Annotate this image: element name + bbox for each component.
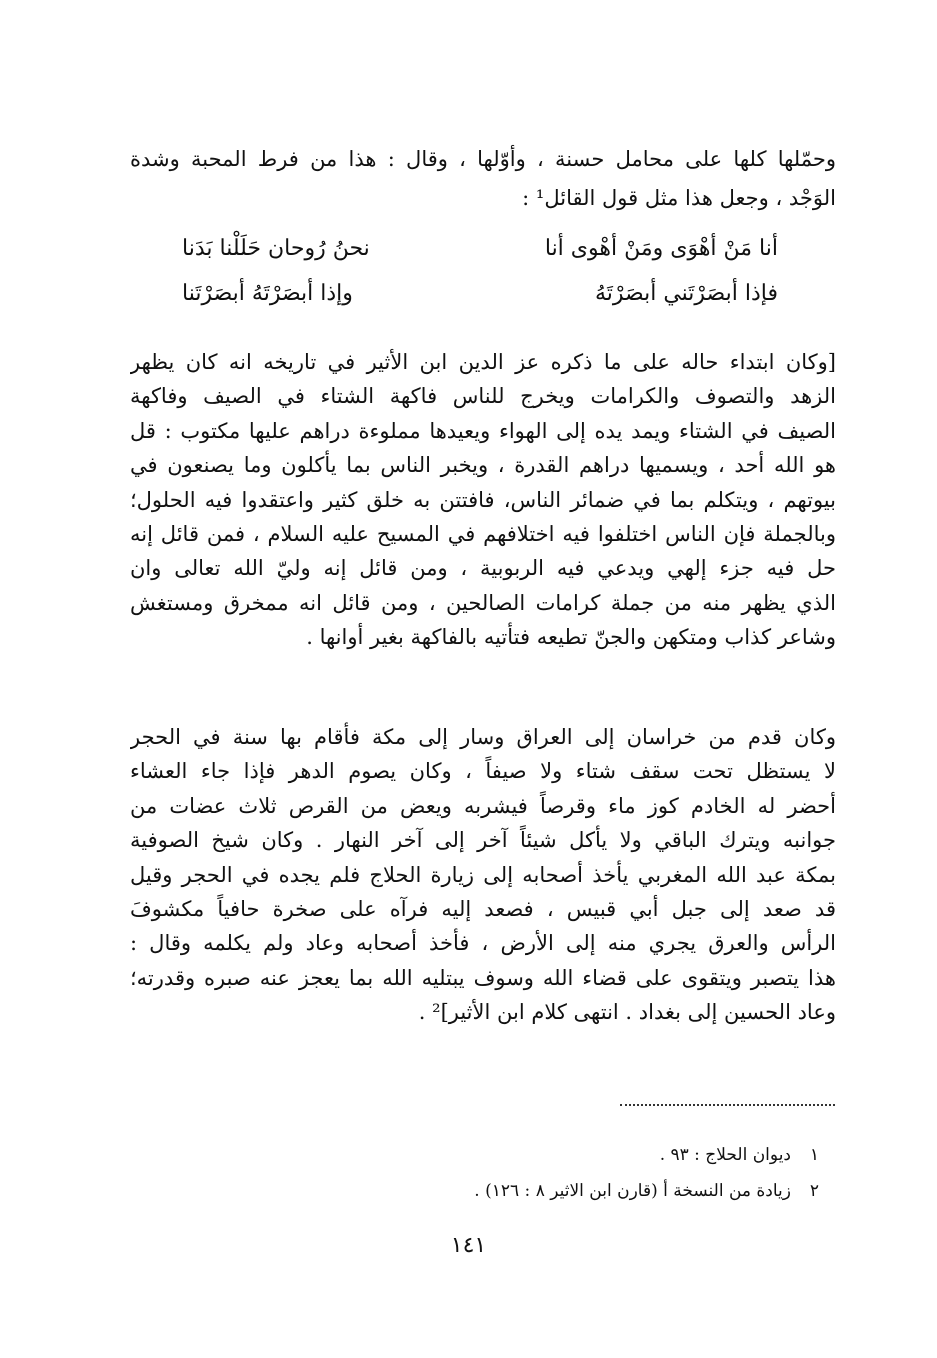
text-line: الزهد والتصوف والكرامات ويخرج للناس فاكهة الشتاء في الصيف وفاكهة xyxy=(130,384,836,409)
body-paragraph xyxy=(130,720,836,1030)
footnote-text: زيادة من النسخة أ (قارن ابن الاثير ٨ : ١٢٦) . xyxy=(474,1181,791,1201)
text-line: هذا يتصبر ويتقوى على قضاء الله وسوف يبتليه الله بما يعجز عنه صبره وقدرته؛ xyxy=(130,965,836,990)
footnote-number: ٢ xyxy=(809,1181,819,1201)
footnotes xyxy=(399,1137,819,1209)
text-line: جوانبه ويترك الباقي ولا يأكل شيئاً آخر إلى آخر النهار . وكان شيخ الصوفية xyxy=(130,828,836,853)
text-line: لا يستظل تحت سقف شتاء ولا صيفاً ، وكان يصوم الدهر فإذا جاء العشاء xyxy=(130,759,836,784)
intro-paragraph xyxy=(130,140,836,218)
verse-second-hemistich: نحنُ رُوحان حَلَلْنا بَدَنا xyxy=(182,236,370,261)
text-line: الرأس والعرق يجري منه إلى الأرض ، فأخذ أصحابه وعاد ولم يكلمه وقال : xyxy=(130,931,836,956)
text-line: بيوتهم ، ويتكلم بما في ضمائر الناس، فافتتن به خلق كثير واعتقدوا فيه الحلول؛ xyxy=(130,487,836,512)
body-paragraph xyxy=(130,345,836,655)
text-line: هو الله أحد ، ويسميها دراهم القدرة ، ويخبر الناس بما يأكلون وما يصنعون في xyxy=(130,453,836,478)
text-line: الصيف في الشتاء ويمد يده إلى الهواء ويعيدها مملوءة دراهم عليها مكتوب : قل xyxy=(130,418,836,443)
verse-line xyxy=(182,236,778,261)
verse-line xyxy=(182,281,778,306)
text-line: الوَجْد ، وجعل هذا مثل قول القائل¹ : xyxy=(522,186,836,210)
footnote-text: ديوان الحلاج : ٩٣ . xyxy=(659,1145,791,1165)
text-line: [وكان ابتداء حاله على ما ذكره عز الدين ابن الأثير في تاريخه انه كان يظهر xyxy=(130,350,836,374)
text-line: حل فيه جزء إلهي ويدعي فيه الربوبية ، ومن قائل إنه وليّ الله تعالى وان xyxy=(130,556,836,581)
verse-first-hemistich: أنا مَنْ أهْوَى ومَنْ أهْوى أنا xyxy=(544,236,778,261)
verse-second-hemistich: وإذا أبصَرْتَهُ أبصَرْتَنا xyxy=(182,281,353,306)
text-line: الذي يظهر منه من جملة كرامات الصالحين ، ومن قائل انه ممخرق ومستغش xyxy=(130,590,836,615)
page-number: ١٤١ xyxy=(450,1233,487,1258)
text-line: وحمّلها كلها على محامل حسنة ، وأوّلها ، وقال : هذا من فرط المحبة وشدة xyxy=(130,147,836,171)
footnote xyxy=(399,1173,819,1209)
text-line: وكان قدم من خراسان إلى العراق وسار إلى مكة فأقام بها سنة في الحجر xyxy=(130,725,836,749)
text-line: وشاعر كذاب ومتكهن والجنّ تطيعه فتأتيه بالفاكهة بغير أوانها . xyxy=(306,625,836,650)
footnote-number: ١ xyxy=(809,1145,819,1165)
verse-first-hemistich: فإذا أبصَرْتَني أبصَرْتَهُ xyxy=(594,281,778,306)
text-line: قد صعد إلى جبل أبي قبيس ، فصعد إليه فرآه على صخرة حافياً مكشوفَ xyxy=(130,897,836,922)
footnote xyxy=(399,1137,819,1173)
text-line: أحضر له الخادم كوز ماء وقرصاً فيشربه ويعض من القرص ثلاث عضات من xyxy=(130,793,836,818)
text-line: وبالجملة فإن الناس اختلفوا فيه اختلافهم في المسيح عليه السلام ، فمن قائل إنه xyxy=(130,522,836,547)
text-line: بمكة عبد الله المغربي يأخذ أصحابه إلى زيارة الحلاج فلم يجده في الحجر وقيل xyxy=(130,862,836,887)
text-line: وعاد الحسين إلى بغداد . انتهى كلام ابن الأثير]² . xyxy=(418,1000,836,1025)
footnote-separator xyxy=(620,1104,835,1106)
